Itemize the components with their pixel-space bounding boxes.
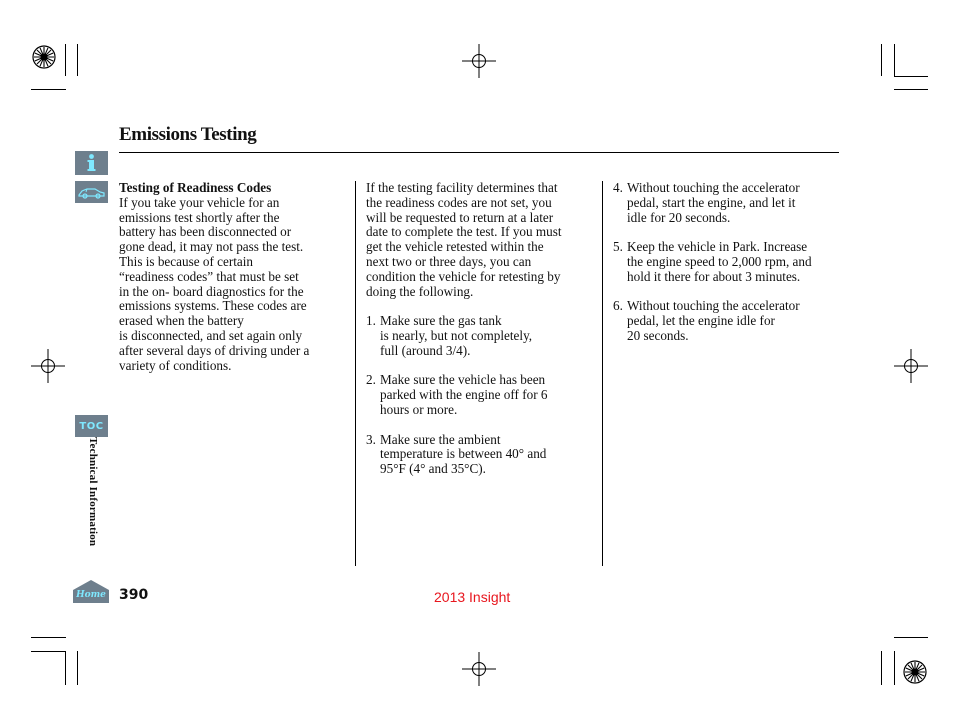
text-line: doing the following. bbox=[366, 283, 474, 299]
text-line: full (around 3/4). bbox=[380, 342, 471, 358]
text-line: will be requested to return at a later bbox=[366, 209, 554, 225]
text-line: temperature is between 40° and bbox=[380, 446, 547, 462]
text-line: Without touching the accelerator bbox=[627, 298, 800, 314]
step-item bbox=[366, 314, 598, 358]
starburst-mark-icon bbox=[31, 44, 57, 70]
step-item bbox=[366, 433, 598, 477]
text-line: gone dead, it may not pass the test. bbox=[119, 239, 304, 255]
crop-mark bbox=[894, 89, 928, 90]
text-line: after several days of driving under a bbox=[119, 342, 310, 358]
crop-mark bbox=[65, 651, 66, 685]
info-button[interactable] bbox=[75, 151, 108, 175]
crop-mark bbox=[881, 651, 882, 685]
text-line: This is because of certain bbox=[119, 253, 254, 269]
step-number: 5. bbox=[613, 239, 623, 255]
page-number: 390 bbox=[119, 587, 149, 603]
subheading: Testing of Readiness Codes bbox=[119, 180, 272, 195]
text-line: the readiness codes are not set, you bbox=[366, 194, 552, 210]
home-button[interactable] bbox=[73, 580, 109, 603]
text-line: Make sure the ambient bbox=[380, 431, 501, 447]
info-icon bbox=[75, 151, 108, 175]
text-line: Make sure the vehicle has been bbox=[380, 372, 546, 388]
column-divider bbox=[355, 181, 356, 566]
column-divider bbox=[602, 181, 603, 566]
text-line: emissions test shortly after the bbox=[119, 209, 280, 225]
step-number: 4. bbox=[613, 180, 623, 195]
text-line: 95°F (4° and 35°C). bbox=[380, 461, 486, 477]
crop-mark bbox=[77, 44, 78, 76]
text-line: next two or three days, you can bbox=[366, 253, 532, 269]
crop-mark bbox=[894, 637, 928, 638]
crop-mark bbox=[31, 89, 66, 90]
text-line: erased when the battery bbox=[119, 313, 244, 329]
text-line: 20 seconds. bbox=[627, 327, 689, 343]
text-line: If you take your vehicle for an bbox=[119, 194, 280, 210]
text-line: is disconnected, and set again only bbox=[119, 327, 303, 343]
text-line: Without touching the accelerator bbox=[627, 180, 800, 195]
crop-mark bbox=[65, 44, 66, 76]
crop-mark bbox=[894, 76, 928, 77]
text-line: variety of conditions. bbox=[119, 357, 232, 373]
text-line: is nearly, but not completely, bbox=[380, 327, 533, 343]
step-item bbox=[613, 299, 845, 343]
text-line: parked with the engine off for 6 bbox=[380, 387, 548, 403]
registration-target-icon bbox=[31, 349, 65, 383]
step-item bbox=[613, 240, 845, 284]
text-line: hold it there for about 3 minutes. bbox=[627, 268, 801, 284]
page-title: Emissions Testing bbox=[119, 124, 257, 145]
text-line: get the vehicle retested within the bbox=[366, 239, 544, 255]
text-line: date to complete the test. If you must bbox=[366, 224, 562, 240]
crop-mark bbox=[881, 44, 882, 76]
step-item bbox=[613, 181, 845, 225]
starburst-mark-icon bbox=[902, 659, 928, 685]
text-line: idle for 20 seconds. bbox=[627, 209, 731, 225]
step-number: 3. bbox=[366, 431, 376, 447]
step-number: 1. bbox=[366, 313, 376, 329]
section-label: Technical Information bbox=[87, 437, 99, 547]
text-line: Keep the vehicle in Park. Increase bbox=[627, 239, 808, 255]
column-2 bbox=[366, 181, 598, 477]
registration-target-icon bbox=[894, 349, 928, 383]
text-line: “readiness codes” that must be set bbox=[119, 268, 299, 284]
text-line: emissions systems. These codes are bbox=[119, 298, 307, 314]
column-3 bbox=[613, 181, 845, 344]
vehicle-section-button[interactable] bbox=[75, 181, 108, 203]
column-1 bbox=[119, 181, 344, 373]
text-line: the engine speed to 2,000 rpm, and bbox=[627, 253, 812, 269]
car-icon bbox=[75, 181, 108, 203]
step-number: 2. bbox=[366, 372, 376, 388]
model-name: 2013 Insight bbox=[434, 589, 511, 605]
home-label: Home bbox=[76, 590, 106, 600]
toc-button[interactable] bbox=[75, 415, 108, 437]
crop-mark bbox=[31, 637, 66, 638]
registration-target-icon bbox=[462, 44, 496, 78]
toc-label: TOC bbox=[79, 420, 104, 432]
text-line: If the testing facility determines that bbox=[366, 180, 558, 195]
text-line: in the on- board diagnostics for the bbox=[119, 283, 304, 299]
crop-mark bbox=[31, 651, 66, 652]
step-number: 6. bbox=[613, 298, 623, 314]
text-line: battery has been disconnected or bbox=[119, 224, 292, 240]
crop-mark bbox=[894, 44, 895, 76]
registration-target-icon bbox=[462, 652, 496, 686]
text-line: Make sure the gas tank bbox=[380, 313, 502, 329]
text-line: pedal, let the engine idle for bbox=[627, 313, 775, 329]
title-divider bbox=[119, 152, 839, 153]
text-line: condition the vehicle for retesting by bbox=[366, 268, 561, 284]
crop-mark bbox=[77, 651, 78, 685]
crop-mark bbox=[894, 651, 895, 685]
text-line: hours or more. bbox=[380, 401, 458, 417]
step-item bbox=[366, 373, 598, 417]
text-line: pedal, start the engine, and let it bbox=[627, 194, 796, 210]
